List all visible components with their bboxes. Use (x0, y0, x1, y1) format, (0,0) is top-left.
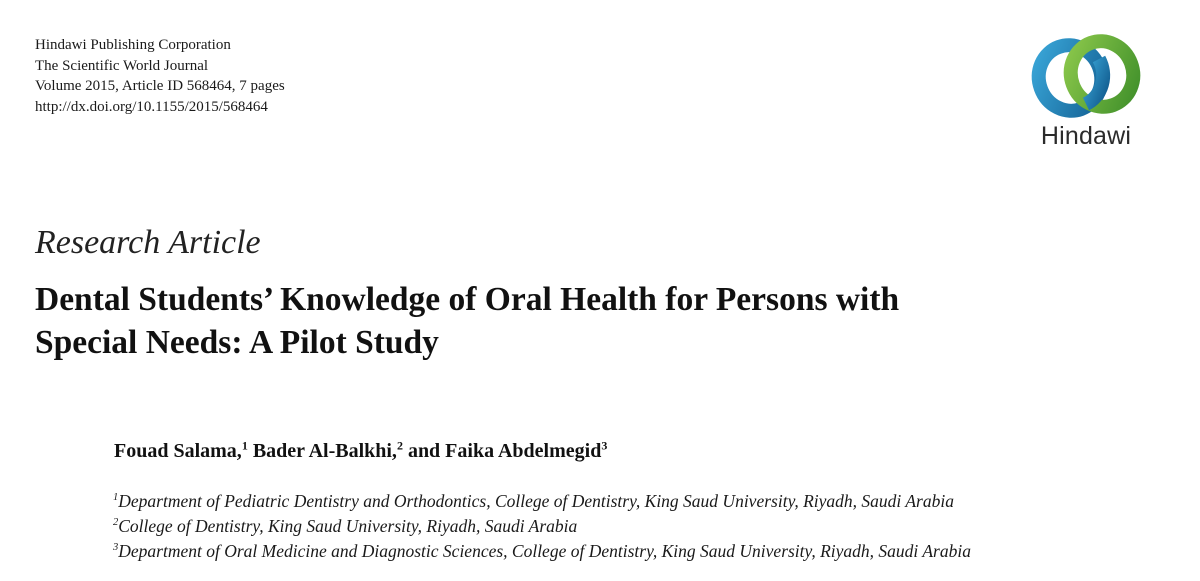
title-line-1: Dental Students’ Knowledge of Oral Health for Persons with (35, 281, 900, 318)
journal-name: The Scientific World Journal (35, 57, 209, 74)
affiliation-sup: 2 (113, 517, 119, 529)
author-list (114, 440, 607, 463)
author-name: Fouad Salama, (114, 440, 242, 462)
affiliation-sup: 1 (113, 492, 119, 504)
author-name: and Faika Abdelmegid (407, 440, 602, 462)
affiliation-text: College of Dentistry, King Saud University, Riyadh, Saudi Arabia (118, 516, 578, 536)
hindawi-rings-icon (1026, 34, 1146, 120)
affiliation-item (113, 514, 971, 539)
affiliations (113, 489, 971, 564)
author-name: Bader Al-Balkhi, (252, 440, 397, 462)
doi-link[interactable]: http://dx.doi.org/10.1155/2015/568464 (35, 98, 268, 115)
publisher-name: Hindawi Publishing Corporation (35, 37, 231, 53)
journal-info (35, 35, 285, 117)
logo-wordmark: Hindawi (1040, 122, 1132, 150)
affiliation-text: Department of Pediatric Dentistry and Orthodontics, College of Dentistry, King Saud University, Riyadh, Saudi Arabia (118, 491, 954, 511)
affiliation-item (113, 489, 971, 514)
affiliation-sup: 3 (113, 542, 119, 554)
affiliation-text: Department of Oral Medicine and Diagnostic Sciences, College of Dentistry, King Saud University, Riyadh, Saudi Arabia (118, 541, 971, 561)
author-affil-sup: 1 (241, 438, 248, 453)
affiliation-item (113, 539, 971, 564)
hindawi-logo (1022, 34, 1150, 154)
author-affil-sup: 2 (396, 438, 403, 453)
article-type: Research Article (35, 224, 261, 261)
volume-info: Volume 2015, Article ID 568464, 7 pages (35, 78, 285, 94)
article-title (35, 278, 1135, 364)
title-line-2: Special Needs: A Pilot Study (35, 324, 439, 361)
author-affil-sup: 3 (601, 438, 608, 453)
